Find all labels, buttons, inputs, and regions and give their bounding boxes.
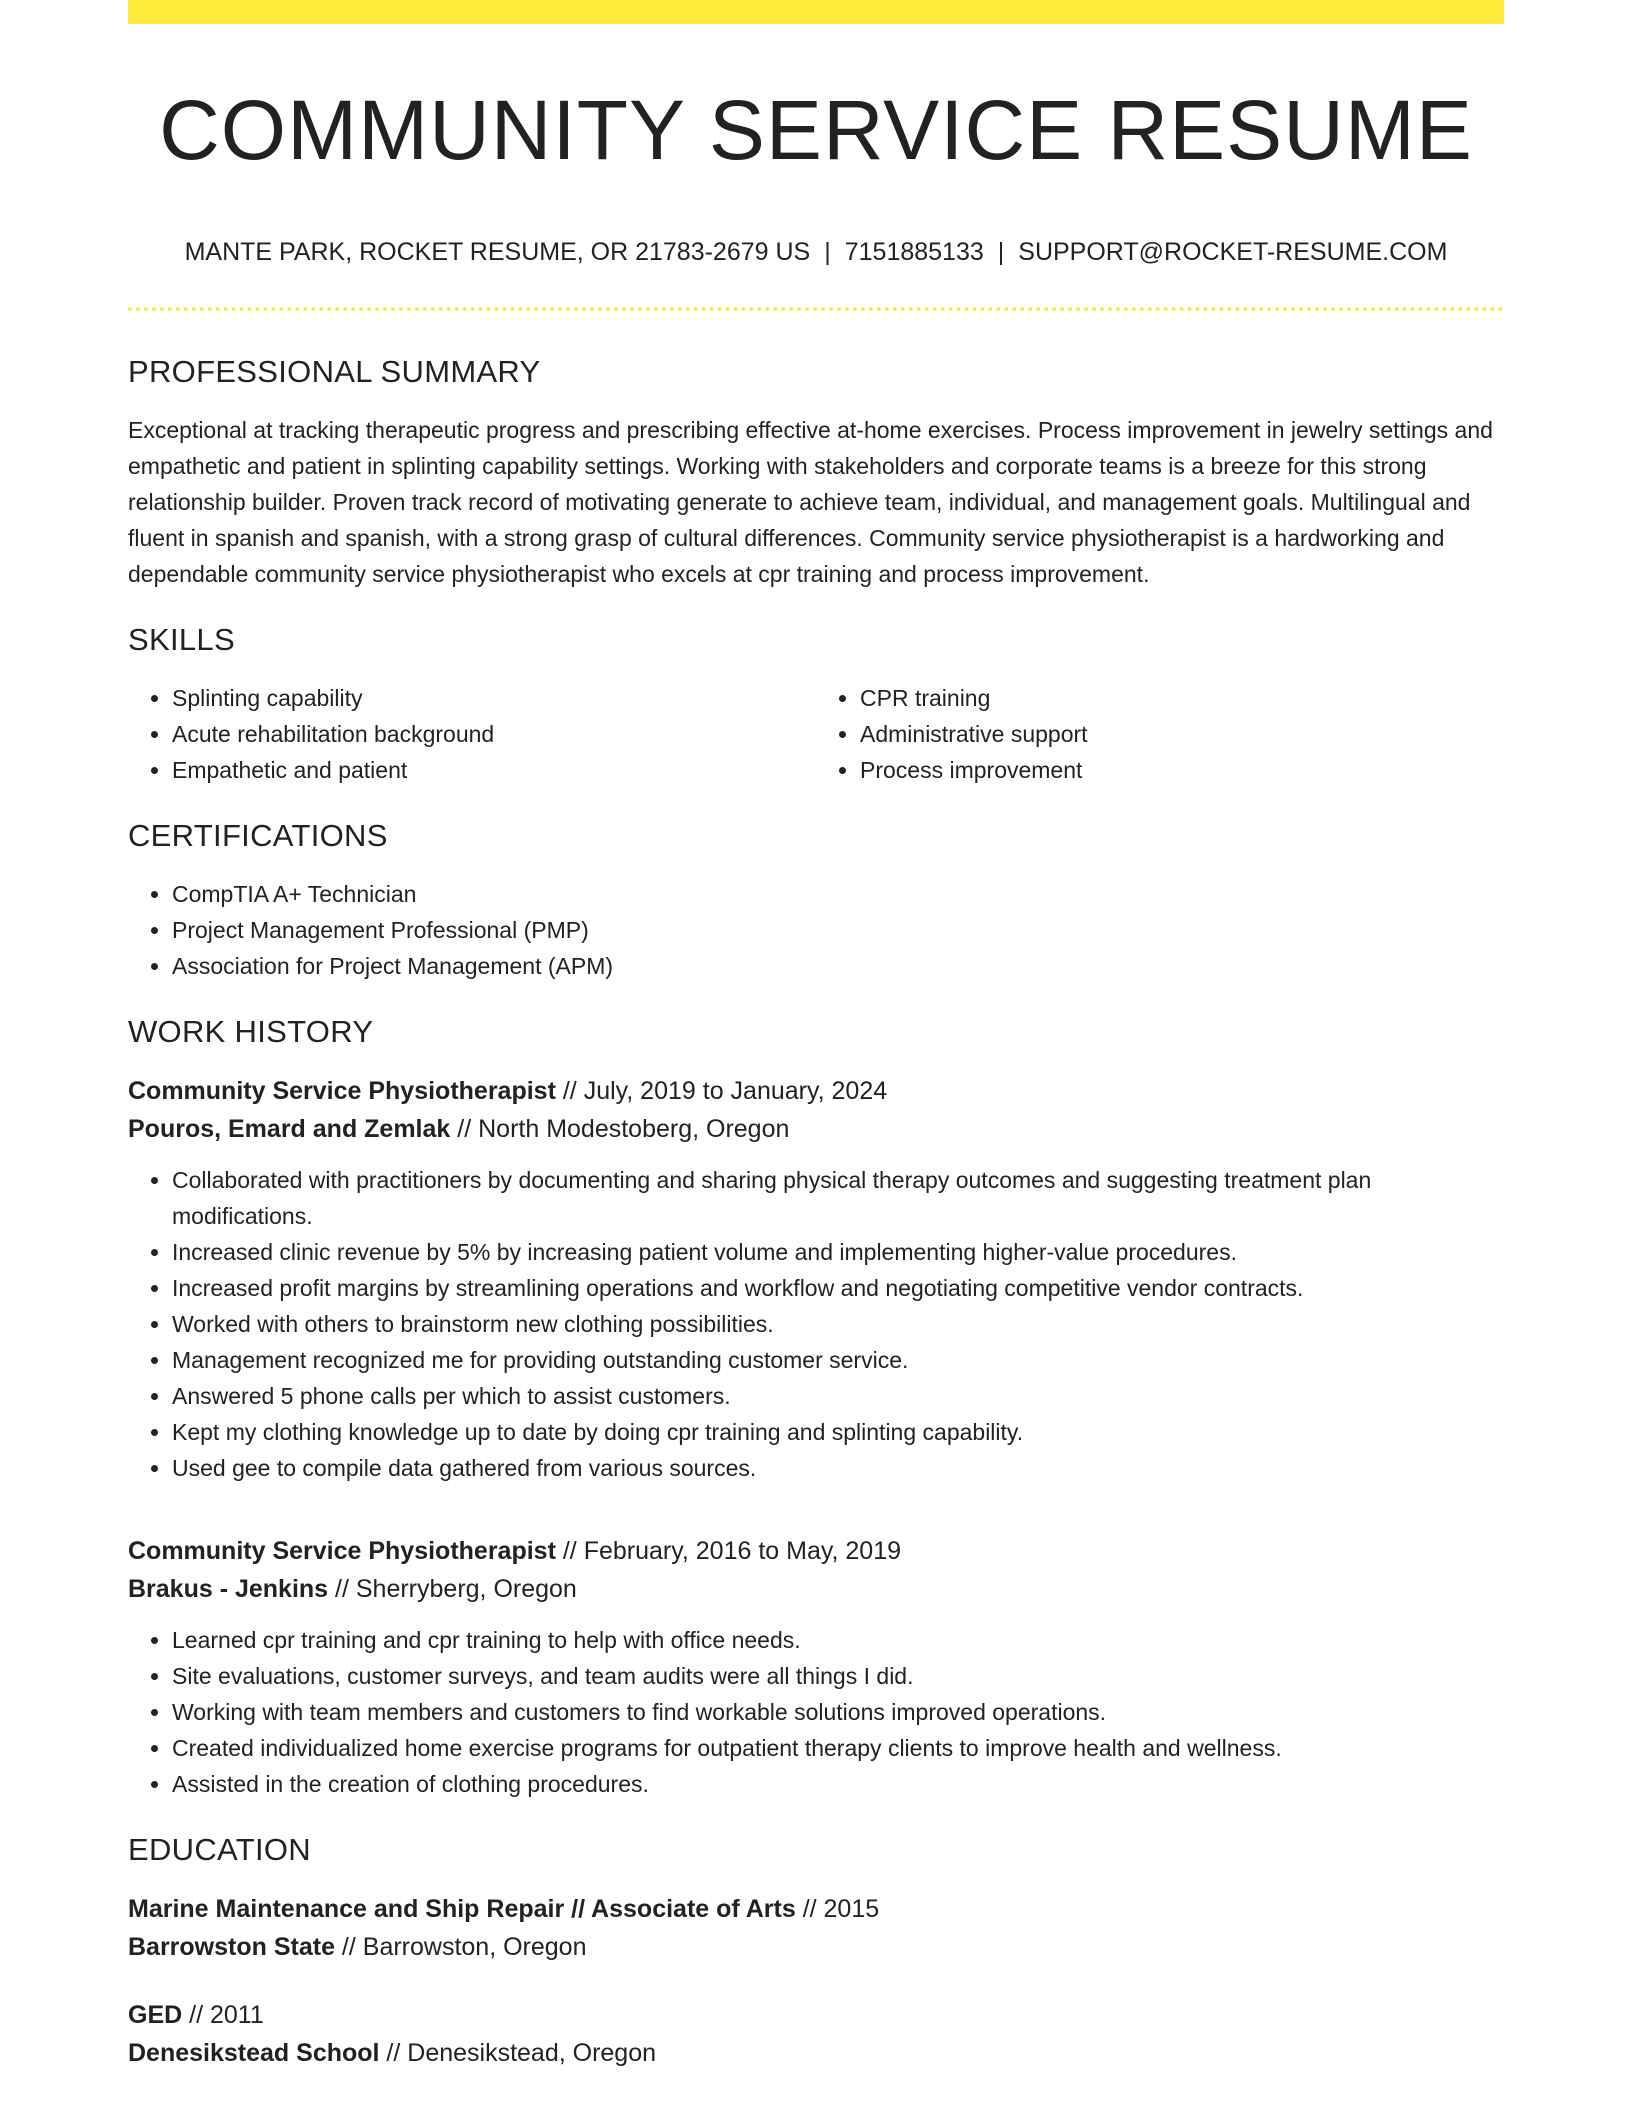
job-dates: // February, 2016 to May, 2019: [555, 1537, 901, 1565]
skills-section: [128, 622, 1504, 788]
skill-item: • CPR training: [860, 680, 1504, 716]
job-bullet: • Management recognized me for providing outstanding customer service.: [172, 1342, 1504, 1378]
skill-item: • Acute rehabilitation background: [172, 716, 816, 752]
skills-list-left: [128, 680, 816, 788]
education-year: // 2015: [795, 1895, 880, 1923]
contact-line: [128, 238, 1504, 267]
job-bullet: • Created individualized home exercise programs for outpatient therapy clients to improve health and wellness.: [172, 1730, 1504, 1766]
work-history-heading: WORK HISTORY: [128, 1014, 374, 1049]
education-school: Barrowston State: [128, 1933, 335, 1961]
job-title: Community Service Physiotherapist: [128, 1537, 556, 1565]
job-company-line: [128, 1110, 1504, 1148]
job-bullet: • Assisted in the creation of clothing procedures.: [172, 1766, 1504, 1802]
job-bullet: • Used gee to compile data gathered from various sources.: [172, 1450, 1504, 1486]
job-bullet: • Kept my clothing knowledge up to date by doing cpr training and splinting capability.: [172, 1414, 1504, 1450]
job-bullet: • Increased clinic revenue by 5% by increasing patient volume and implementing higher-value procedures.: [172, 1234, 1504, 1270]
skill-item: • Process improvement: [860, 752, 1504, 788]
education-school-line: [128, 1928, 1504, 1966]
contact-separator: |: [824, 238, 831, 266]
education-location: // Barrowston, Oregon: [334, 1933, 587, 1961]
job-company: Brakus - Jenkins: [128, 1575, 329, 1603]
job-bullets: [128, 1622, 1504, 1802]
education-degree-line: [128, 1996, 1504, 2034]
job-title-line: [128, 1072, 1504, 1110]
skills-list-right: [816, 680, 1504, 788]
education-school-line: [128, 2034, 1504, 2072]
work-history-section: [128, 1014, 1504, 1802]
summary-heading: PROFESSIONAL SUMMARY: [128, 354, 541, 389]
contact-separator: |: [997, 238, 1005, 266]
contact-email: SUPPORT@ROCKET-RESUME.COM: [1018, 238, 1448, 266]
education-degree: GED: [128, 2001, 183, 2029]
job-bullet: • Worked with others to brainstorm new clothing possibilities.: [172, 1306, 1504, 1342]
top-accent-bar: [128, 0, 1504, 24]
job-title: Community Service Physiotherapist: [128, 1077, 556, 1105]
education-degree-line: [128, 1890, 1504, 1928]
job-bullet: • Site evaluations, customer surveys, and team audits were all things I did.: [172, 1658, 1504, 1694]
certifications-list: [128, 876, 1504, 984]
education-heading: EDUCATION: [128, 1832, 311, 1867]
education-school: Denesikstead School: [128, 2039, 380, 2067]
contact-address: MANTE PARK, ROCKET RESUME, OR 21783-2679 US: [184, 238, 811, 266]
job-dates: // July, 2019 to January, 2024: [555, 1077, 888, 1105]
job-location: // North Modestoberg, Oregon: [450, 1115, 790, 1143]
job-bullet: • Increased profit margins by streamlining operations and workflow and negotiating competitive vendor contracts.: [172, 1270, 1504, 1306]
job-bullet: • Answered 5 phone calls per which to assist customers.: [172, 1378, 1504, 1414]
skill-item: • Administrative support: [860, 716, 1504, 752]
certifications-section: [128, 818, 1504, 984]
job-company: Pouros, Emard and Zemlak: [128, 1115, 451, 1143]
education-location: // Denesikstead, Oregon: [379, 2039, 657, 2067]
education-year: // 2011: [182, 2001, 264, 2029]
summary-text: Exceptional at tracking therapeutic progress and prescribing effective at-home exercises. Process improvement in jewelry settings and empathetic and patient in splinting capability settings. Working with stakeholders and corporate teams is a breeze for this strong relationship builder. Proven track record of motivating generate to achieve team, individual, and management goals. Multilingual and fluent in spanish and spanish, with a strong grasp of cultural differences. Community service physiotherapist is a hardworking and dependable community service physiotherapist who excels at cpr training and process improvement.: [128, 417, 1493, 587]
skills-columns: [128, 680, 1504, 788]
certification-item: • Project Management Professional (PMP): [172, 912, 1504, 948]
resume-title: COMMUNITY SERVICE RESUME: [159, 83, 1473, 177]
education-entry: [128, 1890, 1504, 1966]
certification-item: • CompTIA A+ Technician: [172, 876, 1504, 912]
certification-item: • Association for Project Management (APM): [172, 948, 1504, 984]
job-bullet: • Collaborated with practitioners by documenting and sharing physical therapy outcomes and suggesting treatment plan modifications.: [172, 1162, 1504, 1234]
skills-heading: SKILLS: [128, 622, 235, 657]
contact-phone: 7151885133: [844, 238, 984, 266]
job-title-line: [128, 1532, 1504, 1570]
resume-content: [128, 354, 1504, 2102]
education-section: [128, 1832, 1504, 2072]
dotted-divider: [128, 307, 1504, 311]
education-degree: Marine Maintenance and Ship Repair // Associate of Arts: [128, 1895, 796, 1923]
skill-item: • Splinting capability: [172, 680, 816, 716]
summary-section: [128, 354, 1504, 592]
job-bullets: [128, 1162, 1504, 1486]
skill-item: • Empathetic and patient: [172, 752, 816, 788]
job-bullet: • Learned cpr training and cpr training to help with office needs.: [172, 1622, 1504, 1658]
job-location: // Sherryberg, Oregon: [328, 1575, 577, 1603]
education-entry: [128, 1996, 1504, 2072]
job-company-line: [128, 1570, 1504, 1608]
certifications-heading: CERTIFICATIONS: [128, 818, 388, 853]
job-entry: [128, 1072, 1504, 1486]
job-bullet: • Working with team members and customers to find workable solutions improved operations.: [172, 1694, 1504, 1730]
job-entry: [128, 1532, 1504, 1802]
